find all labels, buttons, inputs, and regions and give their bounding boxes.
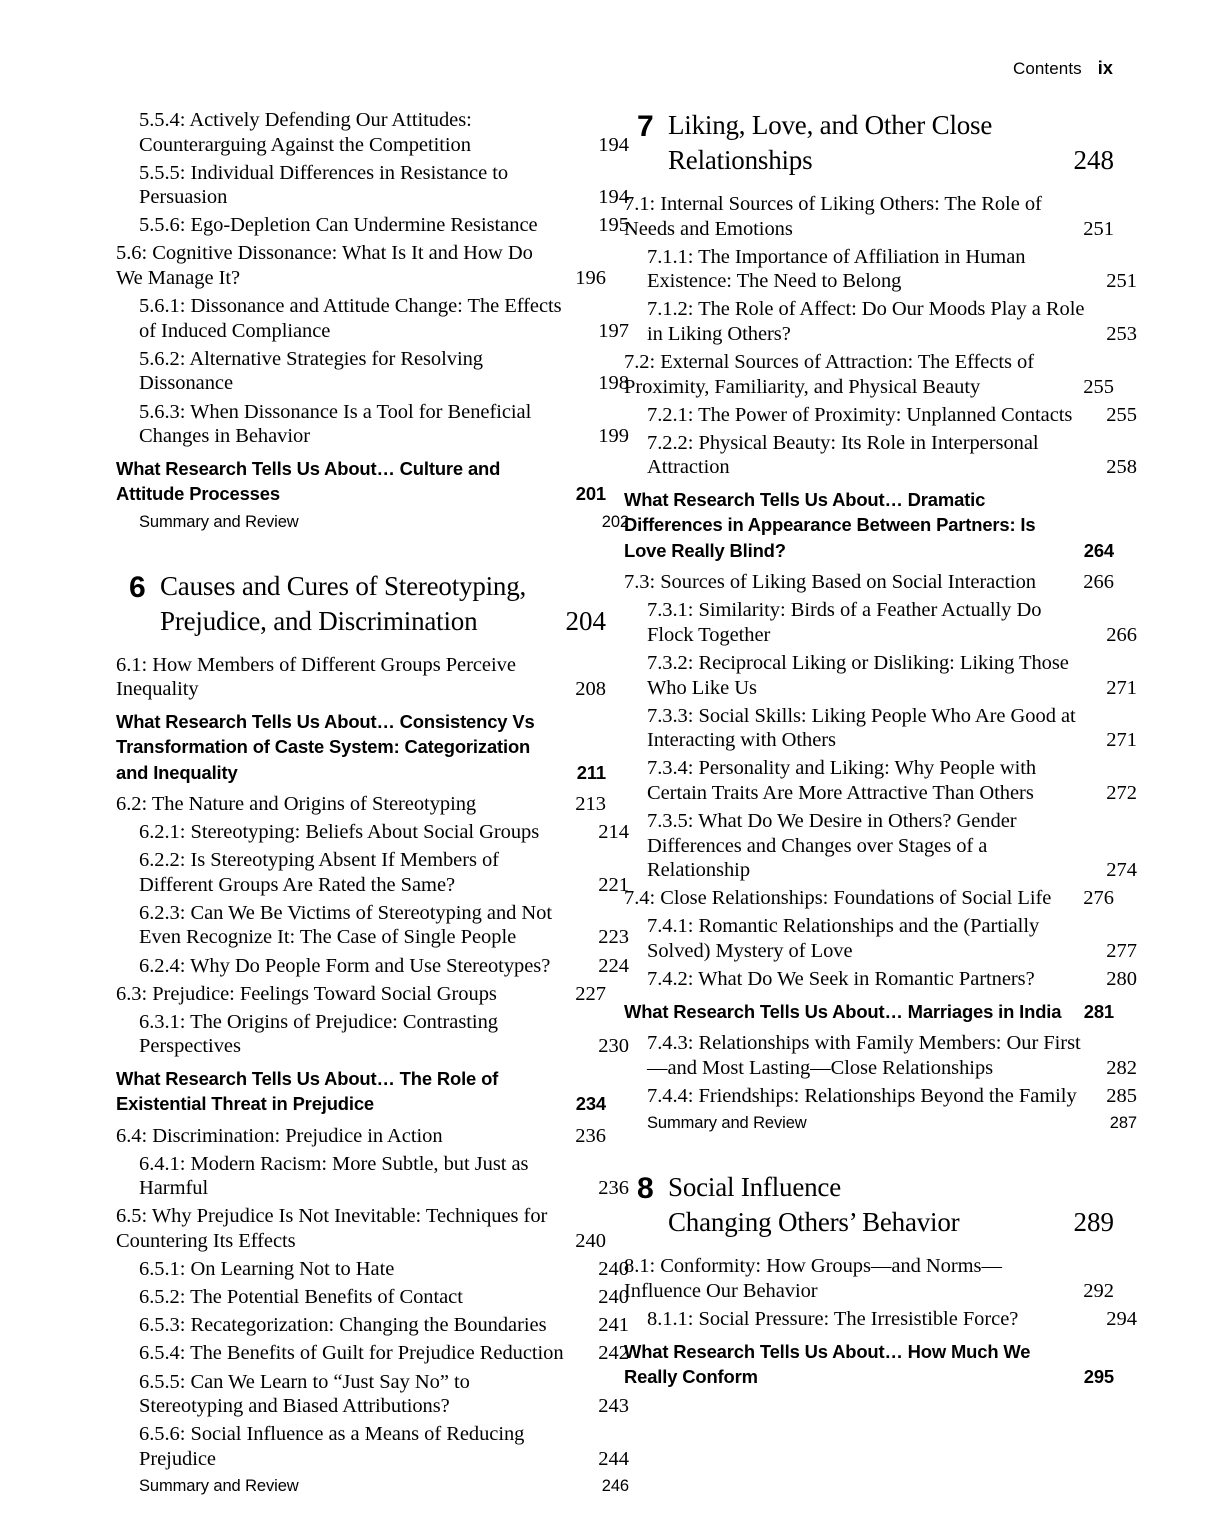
toc-entry[interactable]: [624, 1254, 1114, 1303]
toc-entry[interactable]: [624, 809, 1137, 883]
toc-entry[interactable]: [624, 350, 1114, 399]
chapter-page-number: 204: [565, 605, 606, 636]
toc-entry[interactable]: [116, 241, 606, 290]
toc-entry-label: What Research Tells Us About… How Much We Really Conform: [624, 1340, 1031, 1388]
toc-entry-page-number: 223: [598, 926, 629, 949]
chapter-title-text: Liking, Love, and Other Close Relationships: [668, 110, 993, 175]
toc-entry-label: 6.4: Discrimination: Prejudice in Action: [116, 1124, 443, 1147]
toc-entry[interactable]: [624, 570, 1114, 595]
toc-entry[interactable]: [624, 598, 1137, 647]
chapter-page-number: 248: [1073, 145, 1114, 175]
toc-entry-label: 5.6.3: When Dissonance Is a Tool for Beneficial Changes in Behavior: [139, 400, 532, 448]
toc-entry-page-number: 274: [1106, 859, 1137, 882]
toc-entry[interactable]: [116, 1313, 629, 1338]
toc-entry-page-number: 271: [1106, 676, 1137, 699]
toc-entry-label: 7.3.4: Personality and Liking: Why People with Certain Traits Are More Attractive Than Others: [647, 757, 1037, 804]
toc-entry[interactable]: [116, 982, 606, 1007]
toc-entry-page-number: 295: [1083, 1366, 1114, 1388]
chapter-title: [160, 569, 554, 639]
toc-entry-label: What Research Tells Us About… Dramatic Differences in Appearance Between Partners: Is Love Really Blind?: [624, 489, 1036, 561]
chapter-heading[interactable]: [624, 1170, 1114, 1240]
toc-entry-page-number: 281: [1083, 1000, 1114, 1022]
toc-entry-page-number: 199: [598, 425, 629, 448]
toc-entry-label: 7.3.1: Similarity: Birds of a Feather Actually Do Flock Together: [647, 599, 1042, 646]
toc-entry-label: 6.5.3: Recategorization: Changing the Boundaries: [139, 1314, 547, 1337]
toc-entry-label: 5.5.4: Actively Defending Our Attitudes: Counterarguing Against the Competition: [139, 109, 472, 156]
toc-entry[interactable]: [116, 1341, 629, 1366]
toc-entry-page-number: 221: [598, 873, 629, 896]
toc-entry-page-number: 240: [598, 1258, 629, 1281]
toc-entry-page-number: 243: [598, 1395, 629, 1418]
toc-entry[interactable]: [116, 954, 629, 979]
toc-entry-page-number: 277: [1106, 940, 1137, 963]
toc-entry[interactable]: [624, 431, 1137, 480]
toc-entry[interactable]: [624, 1031, 1137, 1080]
toc-entry-page-number: 276: [1083, 887, 1114, 910]
toc-entry-page-number: 255: [1083, 375, 1114, 398]
toc-entry[interactable]: [116, 1422, 629, 1471]
toc-entry[interactable]: [624, 297, 1137, 346]
chapter-heading-body: [668, 108, 1114, 178]
toc-entry-label: 7.3.3: Social Skills: Liking People Who Are Good at Interacting with Others: [647, 704, 1076, 752]
toc-entry[interactable]: [624, 403, 1137, 428]
toc-entry-label: 5.5.6: Ego-Depletion Can Undermine Resistance: [139, 214, 538, 237]
toc-feature-entry[interactable]: [116, 709, 606, 785]
toc-entry-label: 5.5.5: Individual Differences in Resistance to Persuasion: [139, 161, 509, 209]
toc-entry-page-number: 285: [1106, 1084, 1137, 1107]
toc-entry[interactable]: [116, 1285, 629, 1310]
toc-entry[interactable]: [116, 213, 629, 238]
toc-entry[interactable]: [624, 967, 1137, 992]
toc-entry-page-number: 258: [1106, 456, 1137, 479]
toc-entry-label: 6.2.2: Is Stereotyping Absent If Members of Different Groups Are Rated the Same?: [139, 849, 499, 896]
toc-entry-page-number: 194: [598, 186, 629, 209]
toc-entry-page-number: 251: [1106, 270, 1137, 293]
toc-entry-label: 8.1: Conformity: How Groups—and Norms—Influence Our Behavior: [624, 1255, 1002, 1303]
toc-entry[interactable]: [624, 192, 1114, 241]
toc-entry[interactable]: [116, 1257, 629, 1282]
toc-summary-entry[interactable]: [116, 1475, 629, 1497]
toc-entry[interactable]: [116, 653, 606, 702]
toc-entry-page-number: 255: [1106, 403, 1137, 426]
toc-entry-page-number: 195: [598, 214, 629, 237]
toc-entry-page-number: 287: [1109, 1114, 1137, 1133]
toc-entry[interactable]: [116, 792, 606, 817]
toc-entry[interactable]: [624, 756, 1137, 805]
toc-entry-page-number: 236: [598, 1177, 629, 1200]
toc-entry-label: Summary and Review: [139, 512, 299, 531]
chapter-heading-body: [668, 1170, 1114, 1240]
toc-entry[interactable]: [116, 820, 629, 845]
toc-entry[interactable]: [624, 651, 1137, 700]
toc-entry-page-number: 241: [598, 1314, 629, 1337]
toc-entry-label: 6.5.4: The Benefits of Guilt for Prejudice Reduction: [139, 1342, 564, 1365]
toc-entry-label: 7.4.1: Romantic Relationships and the (Partially Solved) Mystery of Love: [647, 915, 1040, 963]
toc-entry[interactable]: [116, 161, 629, 210]
toc-entry-page-number: 194: [598, 133, 629, 156]
toc-entry-label: 5.6.2: Alternative Strategies for Resolving Dissonance: [139, 347, 484, 395]
chapter-heading-body: [160, 569, 606, 639]
toc-entry[interactable]: [624, 1307, 1137, 1332]
toc-entry-label: 7.1.2: The Role of Affect: Do Our Moods Play a Role in Liking Others?: [647, 298, 1085, 345]
toc-entry[interactable]: [624, 886, 1114, 911]
toc-entry-page-number: 198: [598, 372, 629, 395]
chapter-number: 8: [637, 1172, 654, 1206]
toc-entry-page-number: 234: [575, 1093, 606, 1115]
chapter-number: 6: [129, 570, 146, 604]
toc-entry-page-number: 201: [575, 483, 606, 505]
toc-feature-entry[interactable]: [624, 999, 1114, 1024]
toc-entry[interactable]: [116, 1152, 629, 1201]
toc-entry-page-number: 240: [575, 1230, 606, 1253]
toc-entry-page-number: 253: [1106, 322, 1137, 345]
toc-entry[interactable]: [116, 848, 629, 897]
toc-entry-page-number: 214: [598, 821, 629, 844]
toc-entry-page-number: 211: [576, 761, 606, 783]
toc-entry[interactable]: [116, 1124, 606, 1149]
toc-entry-page-number: 244: [598, 1447, 629, 1470]
toc-entry-label: 6.5.1: On Learning Not to Hate: [139, 1258, 395, 1281]
toc-entry-label: 6.2.1: Stereotyping: Beliefs About Social Groups: [139, 821, 540, 844]
toc-entry[interactable]: [116, 400, 629, 449]
toc-entry-page-number: 197: [598, 319, 629, 342]
toc-column-right: [624, 108, 1137, 1497]
toc-entry-label: 6.2.3: Can We Be Victims of Stereotyping and Not Even Recognize It: The Case of Single People: [139, 901, 553, 949]
toc-entry[interactable]: [624, 245, 1137, 294]
toc-entry[interactable]: [116, 347, 629, 396]
toc-entry-page-number: 282: [1106, 1056, 1137, 1079]
chapter-title-text: Causes and Cures of Stereotyping, Prejudice, and Discrimination: [160, 570, 527, 636]
toc-column-left: [116, 108, 629, 1497]
toc-entry-label: What Research Tells Us About… Consistency Vs Transformation of Caste System: Categorization and Inequality: [116, 710, 535, 783]
toc-entry-label: 6.5.6: Social Influence as a Means of Reducing Prejudice: [139, 1423, 525, 1470]
toc-entry-page-number: 266: [1106, 623, 1137, 646]
toc-entry[interactable]: [116, 108, 629, 157]
toc-entry[interactable]: [116, 1204, 606, 1253]
toc-entry-page-number: 224: [598, 954, 629, 977]
toc-entry-label: 7.3.2: Reciprocal Liking or Disliking: Liking Those Who Like Us: [647, 652, 1069, 699]
chapter-title-text: Social Influence: [668, 1172, 841, 1203]
toc-entry-label: 7.1.1: The Importance of Affiliation in Human Existence: The Need to Belong: [647, 245, 1026, 293]
page-folio: ix: [1097, 58, 1113, 78]
toc-entry-label: 7.4.2: What Do We Seek in Romantic Partners?: [647, 968, 1035, 991]
chapter-subtitle: Changing Others’ Behavior: [668, 1207, 960, 1238]
toc-entry-label: What Research Tells Us About… Culture and Attitude Processes: [116, 457, 501, 505]
toc-entry-page-number: 251: [1083, 217, 1114, 240]
toc-entry-label: 5.6.1: Dissonance and Attitude Change: The Effects of Induced Compliance: [139, 295, 562, 342]
toc-entry-label: 7.3.5: What Do We Desire in Others? Gender Differences and Changes over Stages of a Relationship: [647, 810, 1017, 882]
toc-summary-entry[interactable]: [624, 1112, 1137, 1134]
toc-entry[interactable]: [116, 901, 629, 950]
toc-entry-page-number: 196: [575, 267, 606, 290]
toc-entry-page-number: 227: [575, 982, 606, 1005]
toc-entry-label: 6.5.5: Can We Learn to “Just Say No” to Stereotyping and Biased Attributions?: [139, 1370, 470, 1418]
toc-feature-entry[interactable]: [624, 1339, 1114, 1390]
toc-entry[interactable]: [116, 1010, 629, 1059]
toc-entry-page-number: 292: [1083, 1280, 1114, 1303]
toc-entry-label: 7.3: Sources of Liking Based on Social Interaction: [624, 571, 1036, 594]
chapter-title: [668, 108, 1062, 178]
toc-entry-page-number: 272: [1106, 782, 1137, 804]
toc-entry-label: 6.3.1: The Origins of Prejudice: Contrasting Perspectives: [139, 1010, 498, 1058]
toc-entry-label: What Research Tells Us About… Marriages in India: [624, 1000, 1062, 1022]
chapter-number: 7: [637, 110, 654, 143]
toc-entry-label: 6.5: Why Prejudice Is Not Inevitable: Techniques for Countering Its Effects: [116, 1205, 548, 1253]
toc-feature-entry[interactable]: [116, 1066, 606, 1117]
toc-entry-label: 6.4.1: Modern Racism: More Subtle, but Just as Harmful: [139, 1152, 529, 1200]
toc-entry-label: 6.2.4: Why Do People Form and Use Stereotypes?: [139, 954, 551, 977]
toc-entry-label: 6.3: Prejudice: Feelings Toward Social Groups: [116, 982, 497, 1005]
toc-feature-entry[interactable]: [116, 456, 606, 507]
toc-entry-page-number: 230: [598, 1035, 629, 1058]
toc-entry-page-number: 294: [1106, 1308, 1137, 1331]
toc-summary-entry[interactable]: [116, 511, 629, 533]
toc-entry-label: 6.2: The Nature and Origins of Stereotyping: [116, 792, 477, 815]
toc-entry-label: 7.2.2: Physical Beauty: Its Role in Interpersonal Attraction: [647, 431, 1039, 479]
toc-feature-entry[interactable]: [624, 487, 1114, 563]
toc-entry-label: What Research Tells Us About… The Role of Existential Threat in Prejudice: [116, 1067, 499, 1115]
toc-entry-page-number: 240: [598, 1286, 629, 1309]
chapter-page-number: 289: [1073, 1207, 1114, 1238]
toc-entry-label: 7.1: Internal Sources of Liking Others: The Role of Needs and Emotions: [624, 193, 1042, 240]
toc-entry-label: Summary and Review: [647, 1114, 807, 1133]
toc-entry-page-number: 271: [1106, 729, 1137, 752]
toc-entry-page-number: 246: [601, 1477, 629, 1496]
toc-entry[interactable]: [624, 914, 1137, 963]
toc-entry-label: 7.4: Close Relationships: Foundations of Social Life: [624, 887, 1052, 910]
toc-entry-label: 7.2.1: The Power of Proximity: Unplanned Contacts: [647, 403, 1073, 426]
toc-entry-page-number: 236: [575, 1124, 606, 1147]
chapter-heading[interactable]: [624, 108, 1114, 178]
toc-entry[interactable]: [624, 1084, 1137, 1109]
running-head-label: Contents: [1012, 59, 1082, 78]
toc-entry[interactable]: [116, 294, 629, 343]
chapter-heading[interactable]: [116, 569, 606, 639]
toc-entry-page-number: 264: [1083, 539, 1114, 561]
toc-entry-page-number: 266: [1083, 571, 1114, 594]
toc-entry-page-number: 213: [575, 792, 606, 815]
toc-entry-page-number: 242: [598, 1342, 629, 1365]
toc-entry-label: 8.1.1: Social Pressure: The Irresistible Force?: [647, 1308, 1019, 1331]
toc-entry-label: 5.6: Cognitive Dissonance: What Is It and How Do We Manage It?: [116, 242, 533, 290]
toc-entry-label: 7.4.3: Relationships with Family Members: Our First—and Most Lasting—Close Relationships: [647, 1032, 1081, 1079]
toc-entry[interactable]: [116, 1370, 629, 1419]
toc-entry-page-number: 280: [1106, 968, 1137, 991]
toc-entry-label: 7.2: External Sources of Attraction: The Effects of Proximity, Familiarity, and Physical Beauty: [624, 351, 1034, 398]
toc-entry-page-number: 208: [575, 678, 606, 701]
toc-entry-label: Summary and Review: [139, 1477, 299, 1496]
toc-entry-label: 6.1: How Members of Different Groups Perceive Inequality: [116, 653, 516, 701]
toc-entry-label: 6.5.2: The Potential Benefits of Contact: [139, 1286, 463, 1309]
running-head: [1013, 58, 1113, 79]
toc-entry-label: 7.4.4: Friendships: Relationships Beyond the Family: [647, 1084, 1077, 1107]
toc-entry[interactable]: [624, 704, 1137, 753]
chapter-title: [668, 1170, 1062, 1240]
toc-entry-page-number: 202: [601, 512, 629, 531]
toc-columns: [116, 108, 1137, 1497]
